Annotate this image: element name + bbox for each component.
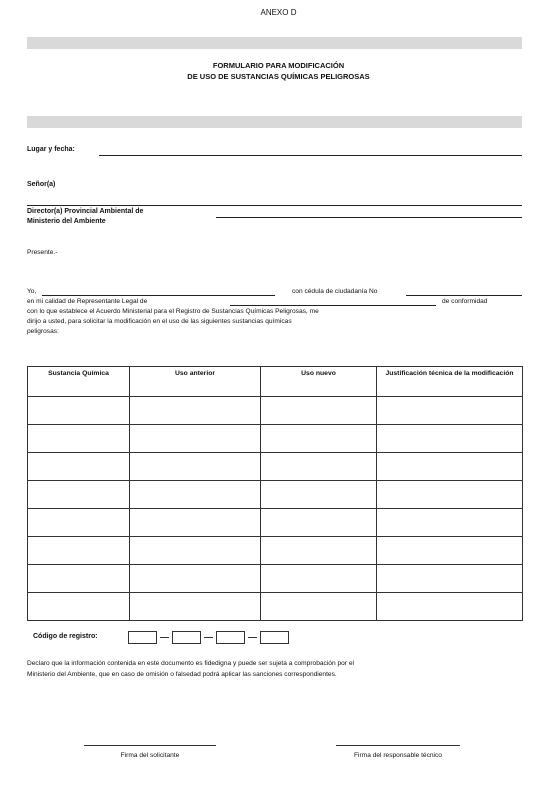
registry-code-box-2[interactable] — [172, 631, 201, 644]
table-cell[interactable] — [261, 481, 377, 509]
table-row — [28, 593, 523, 621]
name-field[interactable] — [42, 295, 275, 296]
table-cell[interactable] — [28, 425, 130, 453]
header-band-bottom — [27, 116, 522, 128]
header-justification: Justificación técnica de la modificación — [377, 367, 523, 397]
declaration-line1: Declaro que la información contenida en este documento es fidedigna y puede ser sujeta a comprobación por el — [27, 660, 354, 667]
table-cell[interactable] — [377, 593, 523, 621]
table-row — [28, 565, 523, 593]
registry-dash-1 — [160, 637, 169, 638]
cedula-label: con cédula de ciudadanía No — [292, 288, 378, 295]
director-field[interactable] — [216, 217, 522, 218]
registry-code-box-1[interactable] — [128, 631, 157, 644]
table-row — [28, 481, 523, 509]
table-cell[interactable] — [130, 397, 261, 425]
form-title-line1: FORMULARIO PARA MODIFICACIÓN — [212, 61, 345, 70]
table-cell[interactable] — [130, 509, 261, 537]
header-substance: Sustancia Química — [28, 367, 130, 397]
table-header-row — [28, 367, 523, 397]
table-cell[interactable] — [261, 565, 377, 593]
table-row — [28, 537, 523, 565]
conformity-label: de conformidad — [442, 298, 488, 305]
place-date-field[interactable] — [99, 155, 522, 156]
annex-label: ANEXO D — [260, 8, 297, 17]
table-cell[interactable] — [261, 593, 377, 621]
table-cell[interactable] — [130, 481, 261, 509]
addressee-label: Señor(a) — [27, 181, 56, 188]
table-cell[interactable] — [261, 397, 377, 425]
director-label-line1: Director(a) Provincial Ambiental de — [27, 208, 144, 215]
table-cell[interactable] — [130, 425, 261, 453]
table-row — [28, 509, 523, 537]
table-cell[interactable] — [377, 509, 523, 537]
table-row — [28, 397, 523, 425]
body-line5: peligrosas: — [27, 328, 59, 335]
registry-code-box-3[interactable] — [216, 631, 245, 644]
applicant-signature-label: Firma del solicitante — [120, 752, 180, 759]
registry-dash-3 — [248, 637, 257, 638]
header-band-top — [27, 37, 522, 49]
table-cell[interactable] — [377, 425, 523, 453]
table-cell[interactable] — [130, 593, 261, 621]
table-row — [28, 453, 523, 481]
table-cell[interactable] — [130, 565, 261, 593]
table-cell[interactable] — [28, 593, 130, 621]
director-label-line2: Ministerio del Ambiente — [27, 218, 106, 225]
table-cell[interactable] — [261, 509, 377, 537]
registry-dash-2 — [204, 637, 213, 638]
table-cell[interactable] — [377, 537, 523, 565]
capacity-label: en mi calidad de Representante Legal de — [27, 298, 148, 305]
table-cell[interactable] — [261, 425, 377, 453]
header-previous-use: Uso anterior — [130, 367, 261, 397]
table-cell[interactable] — [377, 397, 523, 425]
table-cell[interactable] — [28, 537, 130, 565]
body-line3: con lo que establece el Acuerdo Ministerial para el Registro de Sustancias Químicas Peligrosas, me — [27, 308, 319, 315]
company-field[interactable] — [230, 305, 436, 306]
table-cell[interactable] — [28, 397, 130, 425]
table-cell[interactable] — [377, 453, 523, 481]
header-new-use: Uso nuevo — [261, 367, 377, 397]
registry-code-box-4[interactable] — [260, 631, 289, 644]
declaration-line2: Ministerio del Ambiente, que en caso de omisión o falsedad podrá aplicar las sanciones correspondientes. — [27, 671, 337, 678]
yo-label: Yo, — [27, 288, 37, 295]
table-cell[interactable] — [130, 537, 261, 565]
table-cell[interactable] — [28, 565, 130, 593]
table-cell[interactable] — [377, 565, 523, 593]
table-cell[interactable] — [261, 453, 377, 481]
addressee-divider — [27, 205, 522, 206]
form-title-line2: DE USO DE SUSTANCIAS QUÍMICAS PELIGROSAS — [187, 72, 370, 81]
table-cell[interactable] — [28, 481, 130, 509]
technician-signature-label: Firma del responsable técnico — [354, 752, 442, 759]
table-row — [28, 425, 523, 453]
registry-code-label: Código de registro: — [33, 633, 98, 640]
technician-signature-line[interactable] — [336, 745, 460, 746]
table-cell[interactable] — [28, 509, 130, 537]
table-cell[interactable] — [261, 537, 377, 565]
place-date-label: Lugar y fecha: — [27, 146, 75, 153]
table-cell[interactable] — [377, 481, 523, 509]
cedula-field[interactable] — [406, 295, 522, 296]
substances-table — [27, 366, 523, 621]
applicant-signature-line[interactable] — [84, 745, 216, 746]
body-line4: dirijo a usted, para solicitar la modificación en el uso de las siguientes sustancias químicas — [27, 318, 292, 325]
present-label: Presente.- — [27, 249, 58, 256]
table-cell[interactable] — [28, 453, 130, 481]
table-cell[interactable] — [130, 453, 261, 481]
